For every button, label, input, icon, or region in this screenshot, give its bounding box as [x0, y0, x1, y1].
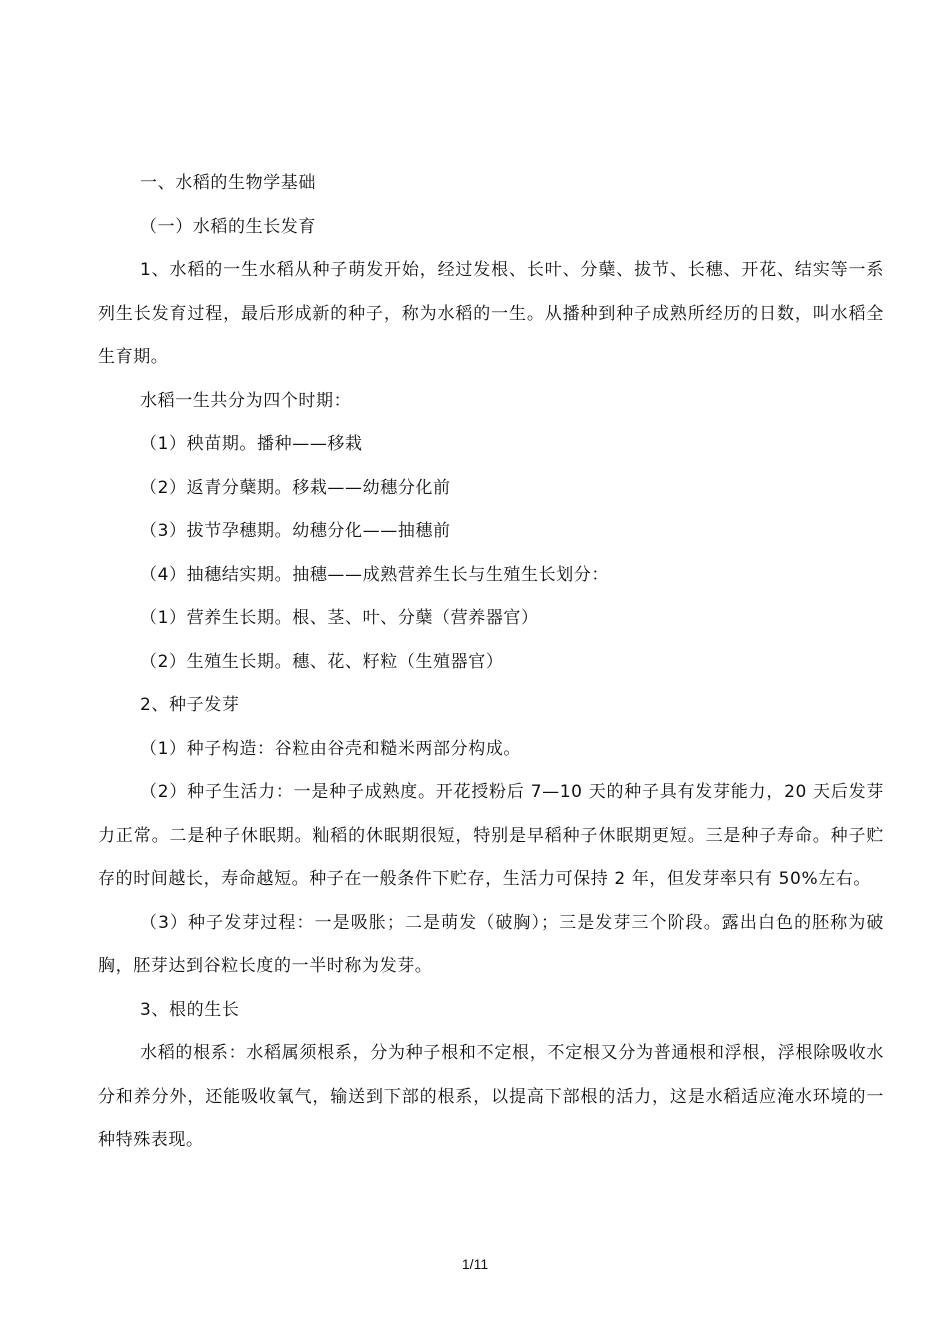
section-heading: 一、水稻的生物学基础 [140, 173, 316, 193]
list-item-vegetative: （1）营养生长期。根、茎、叶、分蘖（营养器官） [140, 608, 539, 628]
subsection-heading: （一）水稻的生长发育 [140, 216, 316, 237]
heading-root-growth: 3、根的生长 [140, 999, 240, 1020]
paragraph-four-stages: 水稻一生共分为四个时期： [140, 390, 352, 411]
paragraph-germination-process: （3）种子发芽过程：一是吸胀；二是萌发（破胸）；三是发芽三个阶段。露出白色的胚称为破胸，胚芽达到谷粒长度的一半时称为发芽。 [98, 912, 884, 976]
list-item-stage-4: （4）抽穗结实期。抽穗——成熟营养生长与生殖生长划分： [140, 564, 610, 585]
list-item-stage-2: （2）返青分蘖期。移栽——幼穗分化前 [140, 477, 451, 498]
paragraph-root-system: 水稻的根系：水稻属须根系，分为种子根和不定根，不定根又分为普通根和浮根，浮根除吸收水分和养分外，还能吸收氧气，输送到下部的根系，以提高下部根的活力，这是水稻适应淹水环境的一种特殊表现。 [98, 1043, 884, 1150]
list-item-stage-3: （3）拔节孕穗期。幼穗分化——抽穗前 [140, 521, 451, 541]
list-item-stage-1: （1）秧苗期。播种——移栽 [140, 434, 363, 454]
page-number: 1/11 [461, 1256, 489, 1272]
paragraph-seed-structure: （1）种子构造：谷粒由谷壳和糙米两部分构成。 [140, 738, 522, 759]
document-body [98, 162, 884, 1163]
list-item-reproductive: （2）生殖生长期。穗、花、籽粒（生殖器官） [140, 651, 504, 672]
paragraph-rice-lifecycle: 1、水稻的一生水稻从种子萌发开始，经过发根、长叶、分蘖、拔节、长穗、开花、结实等一系列生长发育过程，最后形成新的种子，称为水稻的一生。从播种到种子成熟所经历的日数，叫水稻全生育期。 [98, 260, 884, 367]
heading-seed-germination: 2、种子发芽 [140, 695, 240, 715]
paragraph-seed-vitality: （2）种子生活力：一是种子成熟度。开花授粉后 7—10 天的种子具有发芽能力，20 天后发芽力正常。二是种子休眠期。籼稻的休眠期很短，特别是早稻种子休眠期更短。三是种子寿命。种子贮存的时间越长，寿命越短。种子在一般条件下贮存，生活力可保持 2 年，但发芽率只有 50%左右。 [98, 782, 884, 889]
